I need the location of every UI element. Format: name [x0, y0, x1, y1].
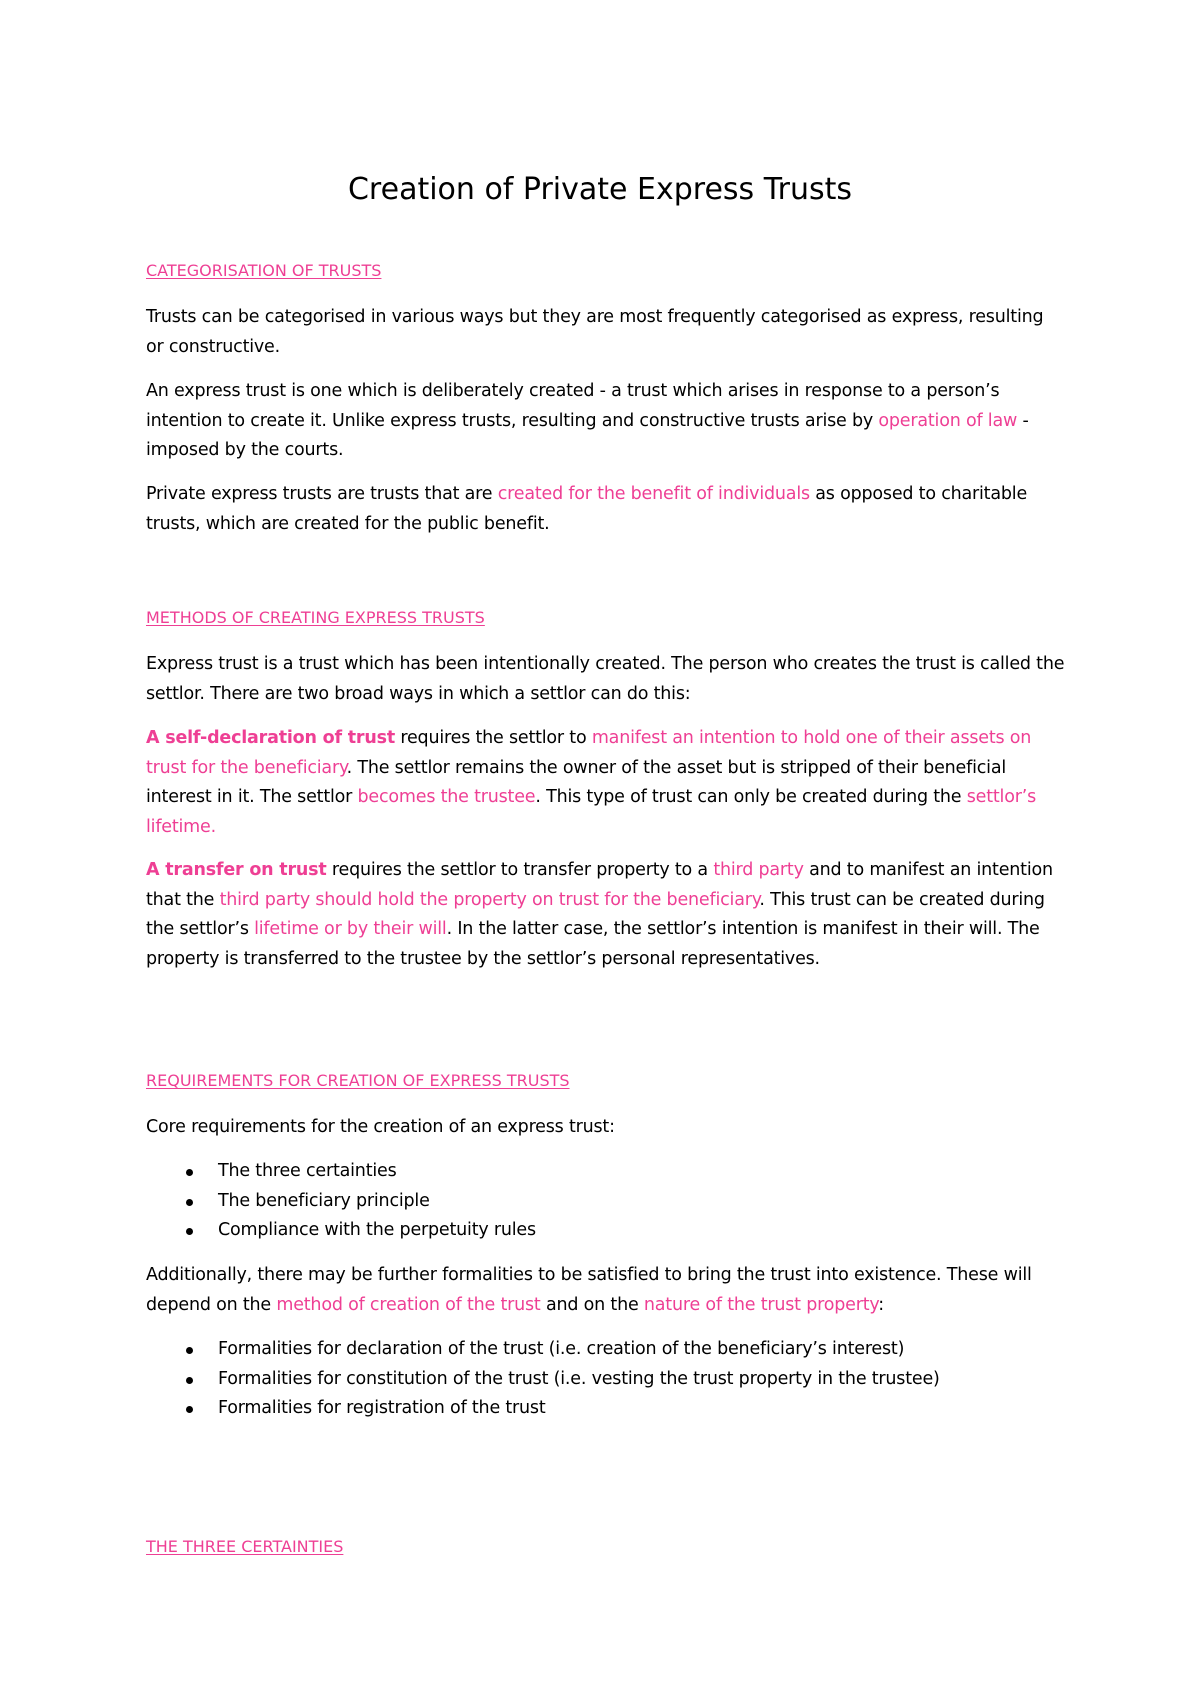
text-run: and on the	[540, 1294, 644, 1315]
term-transfer-on-trust: A transfer on trust	[146, 860, 327, 880]
page-title: Creation of Private Express Trusts	[347, 172, 852, 207]
list-item: Formalities for registration of the trust	[146, 1394, 940, 1424]
paragraph-additional-formalities	[146, 1261, 1066, 1320]
paragraph-core-requirements: Core requirements for the creation of an express trust:	[146, 1117, 615, 1137]
core-requirements-list	[146, 1157, 536, 1246]
term-self-declaration: A self-declaration of trust	[146, 728, 396, 748]
highlight-manifest-intention: manifest an intention to hold one of their assets on trust for the beneficiary	[146, 728, 1032, 778]
text-run: An express trust is one which is deliberately created - a trust which arises in response to a person’s intention to create it. Unlike express trusts, resulting and constructive trusts arise by	[146, 381, 1000, 431]
section-heading-three-certainties: THE THREE CERTAINTIES	[146, 1537, 344, 1556]
text-run: as opposed to charitable trusts, which are created for the public benefit.	[146, 484, 1028, 534]
text-run: requires the settlor to transfer property to a	[326, 860, 714, 880]
text-run: Private express trusts are trusts that are	[146, 484, 498, 504]
text-run: . In the latter case, the settlor’s intention is manifest in their will. The property is transferred to the trustee by the settlor’s personal representatives.	[146, 919, 1040, 969]
highlight-method-of-creation: method of creation of the trust	[276, 1294, 541, 1315]
formalities-list	[146, 1335, 940, 1424]
section-heading-categorisation: CATEGORISATION OF TRUSTS	[146, 261, 382, 280]
paragraph-categorisation-intro: Trusts can be categorised in various ways but they are most frequently categorised as express, resulting or constructive.	[146, 307, 1044, 357]
text-run: Additionally, there may be further formalities to be satisfied to bring the trust into existence. These will depend on the	[146, 1265, 1032, 1315]
paragraph-methods-intro: Express trust is a trust which has been intentionally created. The person who creates the trust is called the settlor. There are two broad ways in which a settlor can do this:	[146, 654, 1065, 704]
highlight-benefit-of-individuals: created for the benefit of individuals	[497, 484, 810, 504]
text-run: - imposed by the courts.	[146, 410, 1029, 460]
text-run: :	[878, 1294, 884, 1315]
list-item: Formalities for declaration of the trust (i.e. creation of the beneficiary’s interest)	[146, 1335, 940, 1365]
paragraph-self-declaration	[146, 724, 1066, 842]
text-run: . The settlor remains the owner of the asset but is stripped of their beneficial interest in it. The settlor	[146, 757, 1007, 807]
paragraph-private-express-trusts	[146, 480, 1066, 539]
highlight-third-party: third party	[713, 860, 804, 880]
section-heading-methods: METHODS OF CREATING EXPRESS TRUSTS	[146, 608, 485, 627]
text-run: . This type of trust can only be created during the	[535, 787, 967, 807]
list-item: The three certainties	[146, 1157, 536, 1187]
paragraph-express-trust-definition	[146, 377, 1066, 466]
highlight-operation-of-law: operation of law	[878, 410, 1018, 431]
list-item: Formalities for constitution of the trust (i.e. vesting the trust property in the trustee)	[146, 1365, 940, 1395]
section-heading-requirements: REQUIREMENTS FOR CREATION OF EXPRESS TRUSTS	[146, 1071, 570, 1090]
text-run: . This trust can be created during the settlor’s	[146, 889, 1045, 939]
list-item: Compliance with the perpetuity rules	[146, 1216, 536, 1246]
highlight-hold-property-on-trust: third party should hold the property on trust for the beneficiary	[219, 889, 760, 910]
highlight-lifetime-or-will: lifetime or by their will	[254, 919, 447, 939]
list-item: The beneficiary principle	[146, 1187, 536, 1217]
text-run: requires the settlor to	[395, 728, 592, 748]
highlight-settlor-lifetime: settlor’s lifetime.	[146, 787, 1036, 837]
highlight-nature-of-property: nature of the trust property	[643, 1294, 879, 1315]
text-run: and to manifest an intention that the	[146, 860, 1053, 910]
highlight-becomes-trustee: becomes the trustee	[357, 787, 536, 807]
paragraph-transfer-on-trust	[146, 856, 1066, 974]
